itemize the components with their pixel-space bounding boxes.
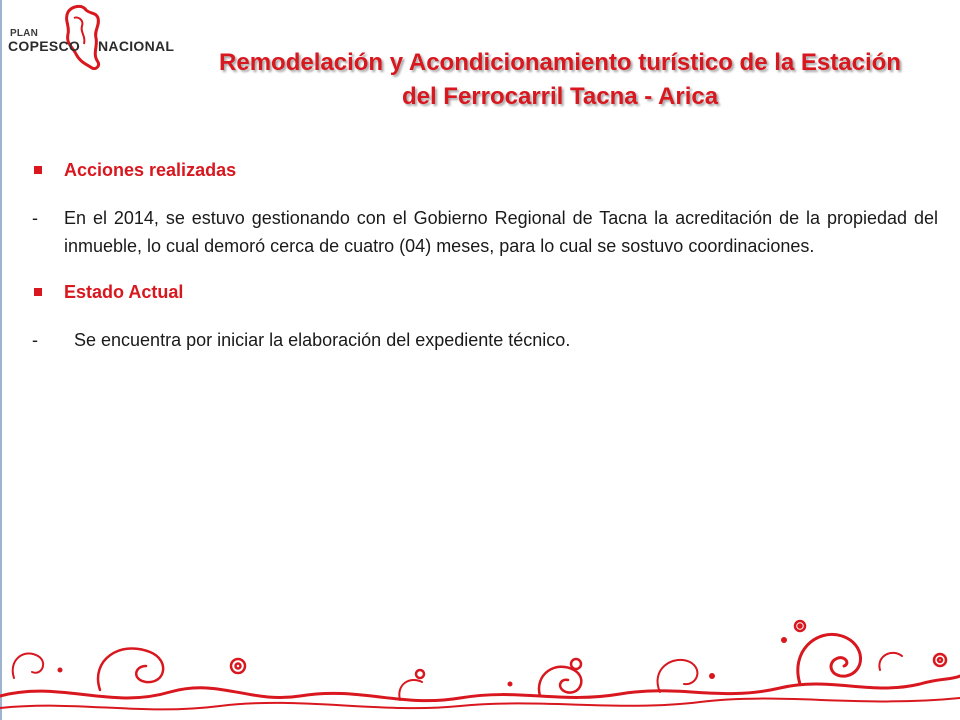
square-bullet-icon: [34, 288, 42, 296]
section-paragraph-acciones: [32, 204, 938, 260]
slide-title-line-2: del Ferrocarril Tacna - Arica: [401, 83, 719, 110]
section-heading-estado: [32, 278, 938, 306]
section-paragraph-text: En el 2014, se estuvo gestionando con el Gobierno Regional de Tacna la acreditación de la propiedad del inmueble, lo cual demoró cerca de cuatro (04) meses, para lo cual se sostuvo coordinaciones.: [64, 208, 938, 256]
dash-bullet: -: [32, 330, 38, 350]
section-heading-text: Acciones realizadas: [64, 160, 237, 180]
square-bullet-icon: [34, 166, 42, 174]
section-paragraph-text: Se encuentra por iniciar la elaboración del expediente técnico.: [74, 330, 571, 350]
section-paragraph-estado: [32, 326, 938, 354]
red-swirl-ornament-icon: [0, 600, 960, 720]
logo-text-copesco: COPESCO: [8, 38, 81, 54]
section-heading-text: Estado Actual: [64, 282, 184, 302]
plan-copesco-logo: [6, 4, 175, 70]
slide-content: [32, 156, 938, 354]
slide-title-line-1: Remodelación y Acondicionamiento turístico de la Estación: [219, 49, 901, 76]
slide-title: [150, 46, 960, 114]
section-heading-acciones: [32, 156, 938, 184]
logo-text-plan: PLAN: [10, 28, 39, 39]
logo-text-nacional: NACIONAL: [98, 38, 175, 54]
dash-bullet: -: [32, 208, 38, 228]
